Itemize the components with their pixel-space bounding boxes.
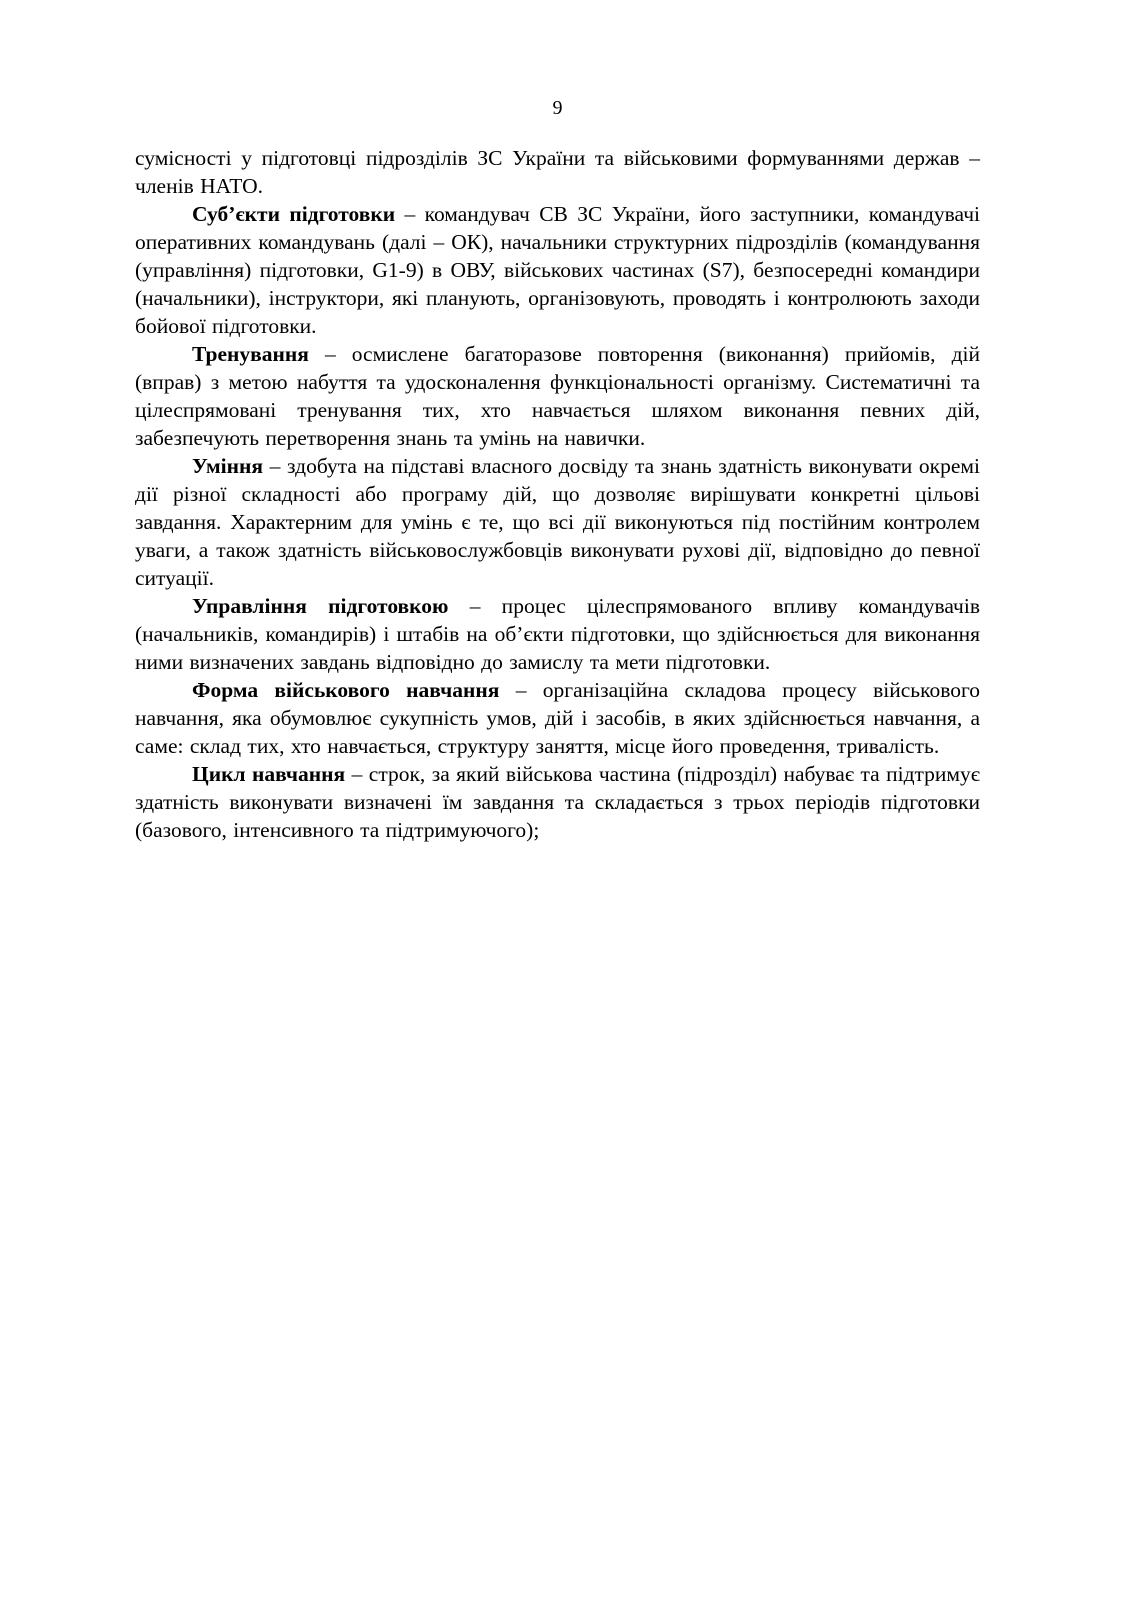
term-label: Тренування xyxy=(192,342,309,366)
paragraph: Форма військового навчання – організаційна складова процесу військового навчання, яка обумовлює сукупність умов, дій і засобів, в яких здійснюється навчання, а саме: склад тих, хто навчається, структуру заняття, місце його проведення, тривалість. xyxy=(135,678,980,758)
paragraph: Цикл навчання – строк, за який військова частина (підрозділ) набуває та підтримує здатність виконувати визначені їм завдання та складається з трьох періодів підготовки (базового, інтенсивного та підтримуючого); xyxy=(135,762,981,842)
term-label: Цикл навчання xyxy=(192,762,346,786)
document-body xyxy=(135,144,980,844)
paragraph: Суб’єкти підготовки – командувач СВ ЗС України, його заступники, командувачі оперативних командувань (далі – ОК), начальники структурних підрозділів (командування (управління) підготовки, G1-9) в ОВУ, військових частинах (S7), безпосередні командири (начальники), інструктори, які планують, організовують, проводять і контролюють заходи бойової підготовки. xyxy=(135,202,980,338)
term-label: Суб’єкти підготовки xyxy=(192,202,396,226)
term-label: Форма військового навчання xyxy=(192,678,500,702)
paragraph: Уміння – здобута на підставі власного досвіду та знань здатність виконувати окремі дії різної складності або програму дій, що дозволяє вирішувати конкретні цільові завдання. Характерним для умінь є те, що всі дії виконуються під постійним контролем уваги, а також здатність військовослужбовців виконувати рухові дії, відповідно до певної ситуації. xyxy=(135,454,980,590)
term-label: Управління підготовкою xyxy=(192,594,449,618)
page-number: 9 xyxy=(552,97,563,119)
paragraph: Тренування – осмислене багаторазове повторення (виконання) прийомів, дій (вправ) з метою набуття та удосконалення функціональності організму. Систематичні та цілеспрямовані тренування тих, хто навчається шляхом виконання певних дій, забезпечують перетворення знань та умінь на навички. xyxy=(135,342,980,450)
paragraph: Управління підготовкою – процес цілеспрямованого впливу командувачів (начальників, командирів) і штабів на об’єкти підготовки, що здійснюється для виконання ними визначених завдань відповідно до замислу та мети підготовки. xyxy=(135,594,981,674)
paragraph: сумісності у підготовці підрозділів ЗС України та військовими формуваннями держав – членів НАТО. xyxy=(135,146,980,198)
term-label: Уміння xyxy=(192,454,264,478)
